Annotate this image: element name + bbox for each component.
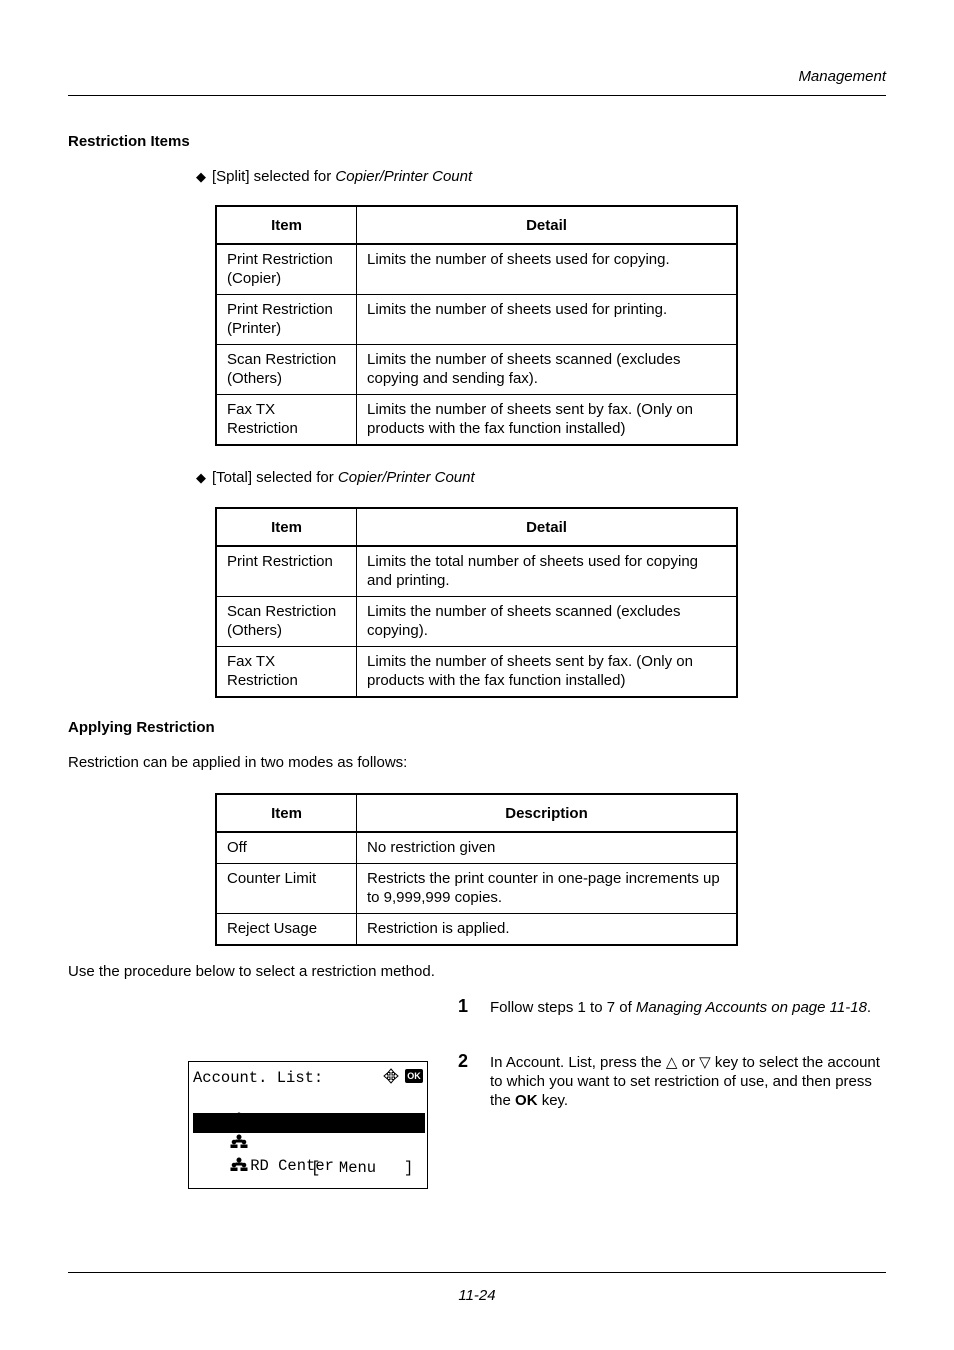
table-header-row xyxy=(216,508,737,546)
diamond-bullet-icon: ◆ xyxy=(196,169,206,184)
table-cell-description: Restriction is applied. xyxy=(357,914,738,946)
table-cell-item: Off xyxy=(216,832,357,864)
table-cell-item: Scan Restriction (Others) xyxy=(216,597,357,647)
column-header-detail: Detail xyxy=(357,508,738,546)
table-cell-description: No restriction given xyxy=(357,832,738,864)
table-row xyxy=(216,864,737,914)
applying-intro: Restriction can be applied in two modes as follows: xyxy=(68,754,408,771)
table-cell-detail: Limits the number of sheets sent by fax. (Only on products with the fax function installed) xyxy=(357,647,738,698)
table-cell-item: Scan Restriction (Others) xyxy=(216,345,357,395)
total-restriction-table xyxy=(215,507,738,698)
table-cell-detail: Limits the number of sheets used for copying. xyxy=(357,244,738,295)
lcd-item-label: GUI Design xyxy=(250,1134,344,1152)
total-line-prefix: [Total] selected for xyxy=(212,469,338,486)
table-cell-detail: Limits the number of sheets sent by fax. (Only on products with the fax function installed) xyxy=(357,395,738,446)
split-line-emph: Copier/Printer Count xyxy=(335,168,473,185)
restriction-mode-table xyxy=(215,793,738,946)
column-header-item: Item xyxy=(216,206,357,244)
procedure-intro: Use the procedure below to select a restriction method. xyxy=(68,963,435,980)
table-row xyxy=(216,832,737,864)
total-line-emph: Copier/Printer Count xyxy=(337,469,475,486)
table-cell-detail: Limits the number of sheets scanned (excludes copying and sending fax). xyxy=(357,345,738,395)
table-cell-detail: Limits the number of sheets used for printing. xyxy=(357,295,738,345)
table-cell-item: Counter Limit xyxy=(216,864,357,914)
table-cell-detail: Limits the number of sheets scanned (excludes copying). xyxy=(357,597,738,647)
table-row xyxy=(216,244,737,295)
header-rule xyxy=(68,95,886,96)
running-header: Management xyxy=(798,68,886,85)
step-text-1 xyxy=(490,998,882,1017)
lcd-title: Account. List: xyxy=(193,1069,324,1087)
lcd-menu-softkey[interactable]: [ Menu ] xyxy=(311,1159,414,1177)
split-selection-line xyxy=(196,168,472,185)
account-group-icon xyxy=(230,1157,248,1171)
column-header-description: Description xyxy=(357,794,738,832)
step-number-1: 1 xyxy=(458,996,469,1016)
table-header-row xyxy=(216,206,737,244)
page-number: 11-24 xyxy=(458,1287,496,1304)
split-restriction-table xyxy=(215,205,738,446)
step-1-reference: Managing Accounts on page 11-18 xyxy=(635,999,867,1016)
step-1-text-a: Follow steps 1 to 7 of xyxy=(490,999,636,1016)
heading-applying-restriction: Applying Restriction xyxy=(68,719,215,736)
step-text-2 xyxy=(490,1053,882,1110)
step-2-text-a: In Account. List, press the △ or ▽ key to select the account to which you want to set restriction of use, and then press the xyxy=(490,1054,880,1109)
step-2-ok-key: OK xyxy=(515,1092,538,1109)
step-1-text-b: . xyxy=(866,999,872,1016)
table-row xyxy=(216,914,737,946)
table-cell-item: Fax TX Restriction xyxy=(216,647,357,698)
footer-rule xyxy=(68,1272,886,1273)
table-cell-item: Print Restriction (Copier) xyxy=(216,244,357,295)
table-cell-item: Print Restriction (Printer) xyxy=(216,295,357,345)
four-way-arrow-icon xyxy=(383,1068,399,1084)
table-cell-item: Fax TX Restriction xyxy=(216,395,357,446)
lcd-list-item[interactable] xyxy=(193,1091,353,1111)
table-row xyxy=(216,647,737,698)
ok-key-icon: OK xyxy=(405,1069,423,1083)
table-row xyxy=(216,295,737,345)
lcd-list-item[interactable] xyxy=(193,1136,334,1175)
diamond-bullet-icon: ◆ xyxy=(196,470,206,485)
column-header-item: Item xyxy=(216,794,357,832)
heading-restriction-items: Restriction Items xyxy=(68,133,190,150)
table-row xyxy=(216,345,737,395)
table-cell-description: Restricts the print counter in one-page increments up to 9,999,999 copies. xyxy=(357,864,738,914)
table-header-row xyxy=(216,794,737,832)
lcd-item-label: RD Center xyxy=(250,1157,334,1175)
column-header-item: Item xyxy=(216,508,357,546)
table-row xyxy=(216,546,737,597)
lcd-list-item-selected[interactable] xyxy=(193,1113,425,1152)
step-2-text-b: key. xyxy=(537,1092,569,1109)
table-cell-item: Reject Usage xyxy=(216,914,357,946)
table-row xyxy=(216,597,737,647)
total-selection-line xyxy=(196,469,475,486)
table-cell-detail: Limits the total number of sheets used for copying and printing. xyxy=(357,546,738,597)
column-header-detail: Detail xyxy=(357,206,738,244)
table-row xyxy=(216,395,737,446)
lcd-account-list-screen xyxy=(188,1061,428,1189)
table-cell-item: Print Restriction xyxy=(216,546,357,597)
split-line-prefix: [Split] selected for xyxy=(212,168,336,185)
step-number-2: 2 xyxy=(458,1051,469,1071)
